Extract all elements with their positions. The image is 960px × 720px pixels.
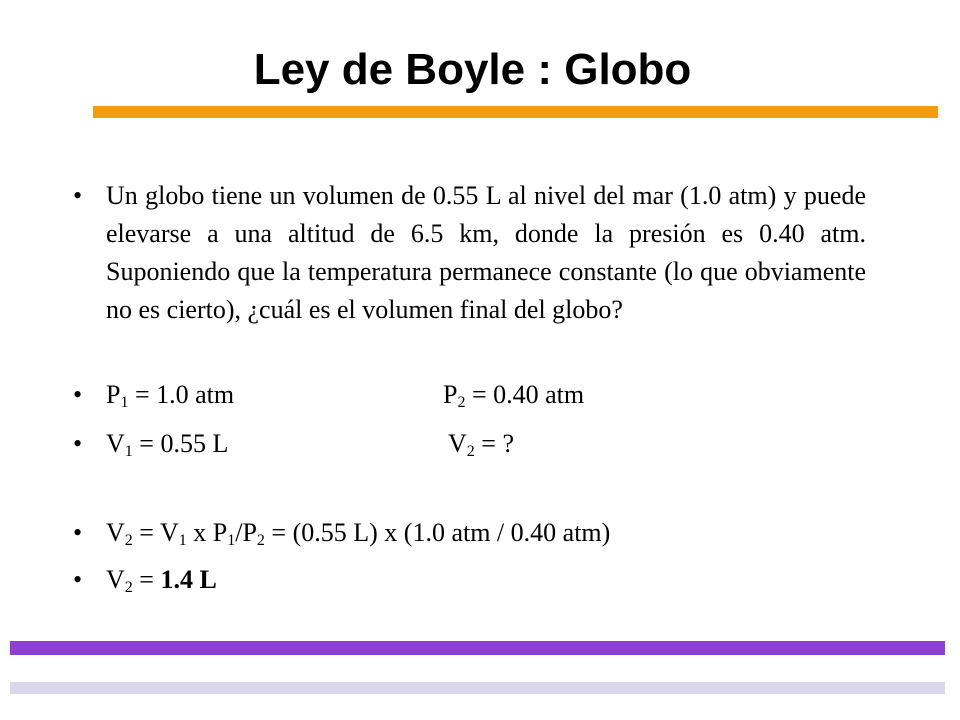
slide-title: Ley de Boyle : Globo xyxy=(253,45,692,94)
p1-subscript: 1 xyxy=(120,394,129,411)
p2-symbol: P xyxy=(443,380,458,409)
boyle-equation xyxy=(106,514,610,552)
p2-value: = 0.40 atm xyxy=(465,380,585,409)
volume-initial xyxy=(106,425,228,463)
v2-symbol: V xyxy=(448,429,467,458)
eq-v1-sub: 1 xyxy=(178,532,187,549)
pressure-values xyxy=(106,376,234,414)
ans-equals: = xyxy=(132,565,161,594)
answer-value: 1.4 L xyxy=(160,565,217,594)
v2-value: = ? xyxy=(474,429,514,458)
problem-statement: Un globo tiene un volumen de 0.55 L al nivel del mar (1.0 atm) y puede elevarse a una altitud de 6.5 km, donde la presión es 0.40 atm. Suponiendo que la temperatura permanece constante (lo que obviamente no es cierto), ¿cuál es el volumen final del globo? xyxy=(106,181,866,324)
footer-bar-lavender xyxy=(10,682,945,694)
v1-symbol: V xyxy=(106,429,125,458)
bullet-marker: • xyxy=(73,380,83,409)
bullet-marker: • xyxy=(73,181,83,210)
final-answer xyxy=(106,561,217,599)
p1-symbol: P xyxy=(106,380,121,409)
p1-value: = 1.0 atm xyxy=(128,380,235,409)
eq-p1-sub: 1 xyxy=(227,532,236,549)
v1-subscript: 1 xyxy=(124,443,133,460)
eq-p2: /P xyxy=(235,518,257,547)
eq-v2: V xyxy=(106,518,125,547)
bullet-marker: • xyxy=(73,565,83,594)
eq-v2-sub: 2 xyxy=(124,532,133,549)
title-underline-bar xyxy=(93,106,938,118)
pressure-final xyxy=(443,376,584,414)
volume-final xyxy=(448,425,514,463)
eq-substitution: = (0.55 L) x (1.0 atm / 0.40 atm) xyxy=(264,518,611,547)
ans-v2-sub: 2 xyxy=(124,579,133,596)
eq-p2-sub: 2 xyxy=(256,532,265,549)
p2-subscript: 2 xyxy=(457,394,466,411)
bullet-marker: • xyxy=(73,429,83,458)
bullet-marker: • xyxy=(73,518,83,547)
eq-p1: x P xyxy=(186,518,228,547)
v1-value: = 0.55 L xyxy=(132,429,229,458)
ans-v2: V xyxy=(106,565,125,594)
footer-bar-purple xyxy=(10,641,945,655)
eq-v1: = V xyxy=(132,518,179,547)
v2-subscript: 2 xyxy=(466,443,475,460)
